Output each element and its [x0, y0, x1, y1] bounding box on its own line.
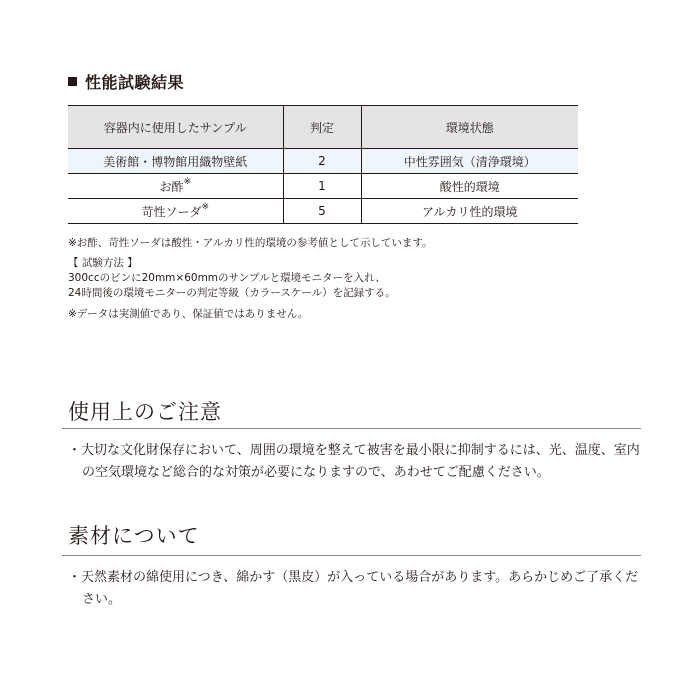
row-grade: 5 [283, 199, 361, 224]
divider [62, 555, 641, 556]
header-sample: 容器内に使用したサンプル [68, 106, 283, 149]
table-header-row [68, 106, 578, 149]
footnote-mark: ※ [201, 201, 210, 212]
reference-note: ※お酢、苛性ソーダは酸性・アルカリ性的環境の参考値として示しています。 [68, 237, 433, 249]
table-row [68, 149, 578, 174]
row-environment: 酸性的環境 [361, 174, 578, 199]
table-row [68, 174, 578, 199]
row-environment: アルカリ性的環境 [361, 199, 578, 224]
method-line: 300ccのビンに20mm×60mmのサンプルと環境モニターを入れ、 [68, 272, 386, 284]
table-row [68, 199, 578, 224]
test-notes [68, 236, 648, 322]
performance-title-text: 性能試験結果 [85, 73, 185, 92]
divider [62, 428, 641, 429]
disclaimer-note: ※データは実測値であり、保証値ではありません。 [68, 308, 309, 320]
caution-heading: 使用上のご注意 [68, 400, 222, 424]
footnote-mark: ※ [183, 176, 192, 187]
row-grade: 2 [283, 149, 361, 174]
header-grade: 判定 [283, 106, 361, 149]
caution-text: ・大切な文化財保存において、周囲の環境を整えて被害を最小限に抑制するには、光、温度、室内の空気環境など総合的な対策が必要になりますので、あわせてご配慮ください。 [68, 443, 640, 480]
material-heading: 素材について [68, 524, 200, 548]
performance-section-title [68, 70, 184, 93]
row-sample: お酢※ [68, 174, 283, 199]
method-title: 【 試験方法 】 [68, 257, 138, 269]
header-environment: 環境状態 [361, 106, 578, 149]
results-table [68, 105, 578, 224]
material-text: ・天然素材の綿使用につき、綿かす（黒皮）が入っている場合があります。あらかじめご了承ください。 [68, 570, 639, 607]
square-bullet-icon [68, 77, 77, 86]
row-sample: 苛性ソーダ※ [68, 199, 283, 224]
method-line: 24時間後の環境モニターの判定等級（カラースケール）を記録する。 [68, 287, 396, 299]
row-environment: 中性雰囲気（清浄環境） [361, 149, 578, 174]
row-sample: 美術館・博物館用織物壁紙 [68, 149, 283, 174]
row-grade: 1 [283, 174, 361, 199]
